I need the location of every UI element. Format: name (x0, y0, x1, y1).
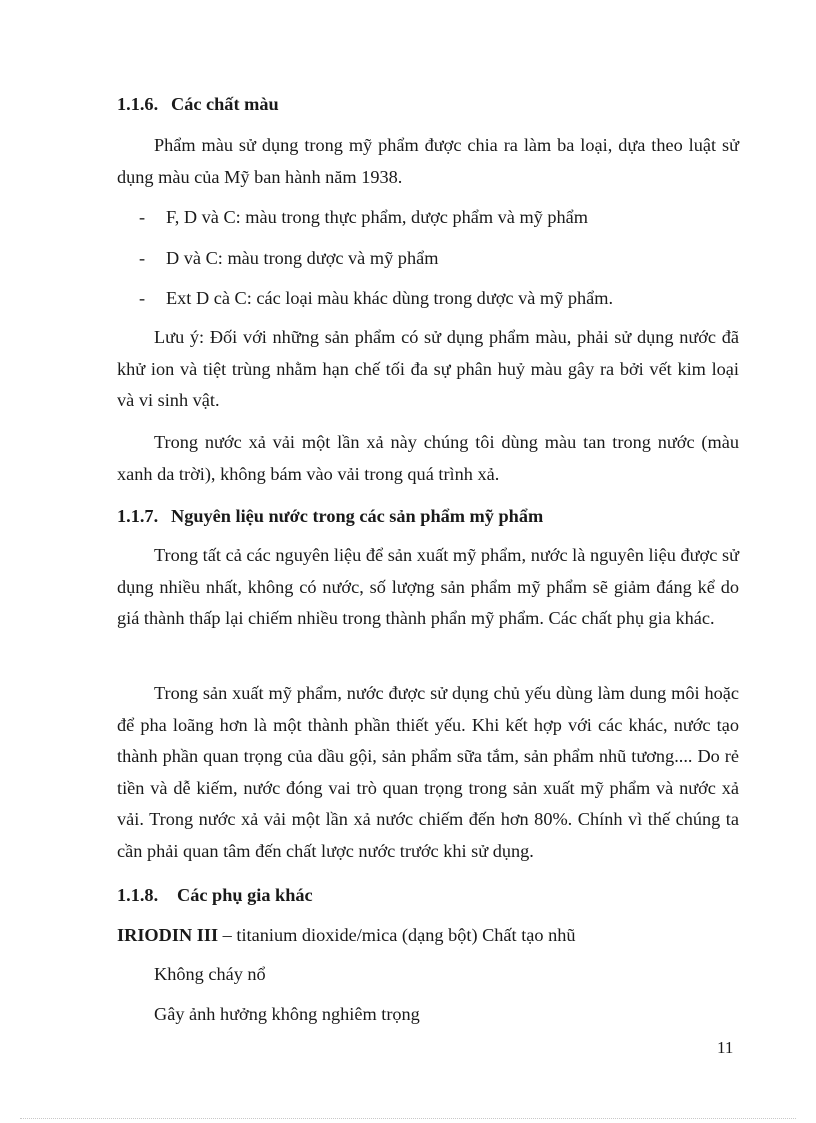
section-title: Nguyên liệu nước trong các sản phẩm mỹ phẩm (171, 506, 544, 526)
bullet-text: F, D và C: màu trong thực phẩm, dược phẩm và mỹ phẩm (166, 207, 589, 227)
section-title: Các phụ gia khác (177, 885, 313, 905)
bullet-text: Ext D cà C: các loại màu khác dùng trong dược và mỹ phẩm. (166, 288, 614, 308)
section-heading-1-1-8 (117, 885, 313, 906)
paragraph-color-intro: Phẩm màu sử dụng trong mỹ phẩm được chia ra làm ba loại, dựa theo luật sử dụng màu của Mỹ ban hành năm 1938. (117, 135, 739, 187)
bullet-item (139, 207, 588, 228)
page-footer-divider (20, 1118, 796, 1119)
additive-property: Gây ảnh hưởng không nghiêm trọng (154, 1004, 420, 1024)
paragraph-water-role: Trong sản xuất mỹ phẩm, nước được sử dụng chủ yếu dùng làm dung môi hoặc để pha loãng hơn là một thành phần thiết yếu. Khi kết hợp với các khác, nước tạo thành phần quan trọng của dầu gội, sản phẩm sữa tắm, sản phẩm nhũ tương.... Do rẻ tiền và dễ kiếm, nước đóng vai trò quan trọng trong sản xuất mỹ phẩm và nước xả vải. Trong nước xả vải một lần xả nước chiếm đến hơn 80%. Chính vì thế chúng ta cần phải quan tâm đến chất lược nước trước khi sử dụng. (117, 683, 739, 861)
bullet-item (139, 248, 438, 269)
section-title: Các chất màu (171, 94, 279, 114)
bullet-mark: - (139, 248, 146, 268)
paragraph-water-usage: Trong tất cả các nguyên liệu để sản xuất mỹ phẩm, nước là nguyên liệu được sử dụng nhiều nhất, không có nước, số lượng sản phẩm mỹ phẩm sẽ giảm đáng kể do giá thành thấp lại chiếm nhiều trong thành phẩn mỹ phẩm. Các chất phụ gia khác. (117, 545, 739, 628)
section-number: 1.1.7. (117, 506, 159, 526)
additive-name: IRIODIN III (117, 925, 219, 945)
additive-description: – titanium dioxide/mica (dạng bột) Chất tạo nhũ (218, 925, 576, 945)
paragraph-color-note: Lưu ý: Đối với những sản phẩm có sử dụng phẩm màu, phải sử dụng nước đã khử ion và tiệt trùng nhằm hạn chế tối đa sự phân huỷ màu gây ra bởi vết kim loại và vi sinh vật. (117, 327, 739, 410)
bullet-mark: - (139, 207, 146, 227)
page-number: 11 (717, 1038, 734, 1057)
section-heading-1-1-6 (117, 94, 279, 115)
bullet-item (139, 288, 613, 309)
section-number: 1.1.8. (117, 885, 159, 905)
paragraph-color-use: Trong nước xả vải một lần xả này chúng tôi dùng màu tan trong nước (màu xanh da trời), không bám vào vải trong quá trình xả. (117, 432, 739, 484)
section-number: 1.1.6. (117, 94, 159, 114)
additive-iriodin (117, 925, 576, 946)
additive-property: Không cháy nổ (154, 964, 266, 984)
bullet-text: D và C: màu trong dược và mỹ phẩm (166, 248, 439, 268)
section-heading-1-1-7 (117, 506, 543, 527)
bullet-mark: - (139, 288, 146, 308)
